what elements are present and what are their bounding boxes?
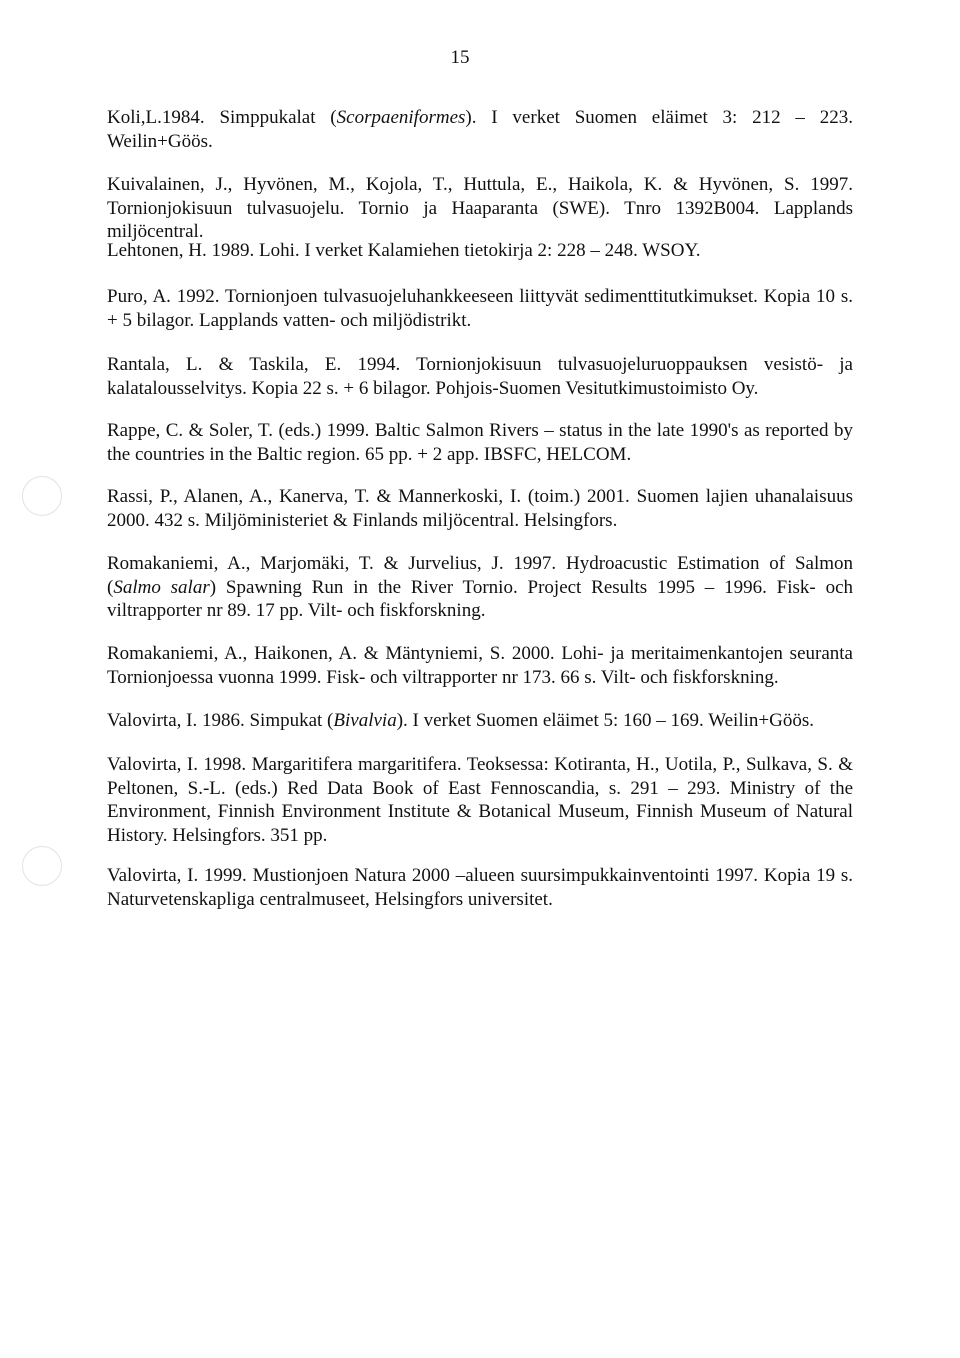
reference-text: Lehtonen, H. 1989. Lohi. I verket Kalamiehen tietokirja 2: 228 – 248. WSOY. (107, 240, 701, 261)
reference-entry-puro (107, 285, 853, 332)
reference-text: Romakaniemi, A., Haikonen, A. & Mäntyniemi, S. 2000. Lohi- ja meritaimenkantojen seuranta Tornionjoessa vuonna 1999. Fisk- och viltrapporter nr 173. 66 s. Vilt- och fiskforskning. (107, 643, 853, 688)
reference-entry-valovirta-1999 (107, 864, 853, 911)
reference-text: Puro, A. 1992. Tornionjoen tulvasuojeluhankkeeseen liittyvät sedimenttitutkimukset. Kopia 10 s. + 5 bilagor. Lapplands vatten- och miljödistrikt. (107, 286, 853, 331)
reference-text: Valovirta, I. 1998. Margaritifera margaritifera. Teoksessa: Kotiranta, H., Uotila, P., Sulkava, S. & Peltonen, S.-L. (eds.) Red Data Book of East Fennoscandia, s. 291 – 293. Ministry of the Environment, Finnish Environment Institute & Botanical Museum, Finnish Museum of Natural History. Helsingfors. 351 pp. (107, 754, 853, 846)
reference-text: Rassi, P., Alanen, A., Kanerva, T. & Mannerkoski, I. (toim.) 2001. Suomen lajien uhanalaisuus 2000. 432 s. Miljöministeriet & Finlands miljöcentral. Helsingfors. (107, 486, 853, 531)
reference-italic-taxon: Scorpaeniformes (336, 107, 466, 128)
reference-text: Rantala, L. & Taskila, E. 1994. Tornionjokisuun tulvasuojeluruoppauksen vesistö- ja kalatalousselvitys. Kopia 22 s. + 6 bilagor. Pohjois-Suomen Vesitutkimustoimisto Oy. (107, 354, 853, 399)
reference-entry-lehtonen (107, 239, 853, 263)
punch-hole-mark (22, 476, 62, 516)
reference-entry-rappe (107, 419, 853, 466)
punch-hole-mark (22, 846, 62, 886)
reference-text: ) Spawning Run in the River Tornio. Project Results 1995 – 1996. Fisk- och viltrapporter nr 89. 17 pp. Vilt- och fiskforskning. (107, 576, 853, 621)
reference-entry-koli (107, 106, 853, 153)
reference-text: ). I verket Suomen eläimet 3: 212 – 223. Weilin+Göös. (107, 107, 853, 152)
page-number: 15 (450, 47, 470, 68)
reference-text: Romakaniemi, A., Marjomäki, T. & Jurvelius, J. 1997. Hydroacustic Estimation of Salmon ( (107, 553, 853, 598)
reference-entry-rassi (107, 485, 853, 532)
reference-entry-romakaniemi-1997 (107, 552, 853, 623)
reference-text: Kuivalainen, J., Hyvönen, M., Kojola, T., Huttula, E., Haikola, K. & Hyvönen, S. 1997. Tornionjokisuun tulvasuojelu. Tornio ja Haaparanta (SWE). Tnro 1392B004. Lapplands miljöcentral. (107, 174, 853, 242)
reference-entry-valovirta-1998 (107, 753, 853, 847)
reference-entry-rantala (107, 353, 853, 400)
reference-text: ). I verket Suomen eläimet 5: 160 – 169. Weilin+Göös. (396, 710, 814, 731)
reference-entry-kuivalainen (107, 173, 853, 244)
reference-text: Valovirta, I. 1999. Mustionjoen Natura 2000 –alueen suursimpukkainventointi 1997. Kopia 19 s. Naturvetenskapliga centralmuseet, Helsingfors universitet. (107, 865, 853, 910)
reference-italic-taxon: Bivalvia (333, 710, 397, 731)
reference-text: Koli,L.1984. Simppukalat ( (107, 107, 337, 128)
reference-entry-valovirta-1986 (107, 709, 853, 733)
reference-italic-taxon: Salmo salar (113, 576, 210, 598)
reference-text: Rappe, C. & Soler, T. (eds.) 1999. Baltic Salmon Rivers – status in the late 1990's as reported by the countries in the Baltic region. 65 pp. + 2 app. IBSFC, HELCOM. (107, 420, 853, 465)
reference-entry-romakaniemi-2000 (107, 642, 853, 689)
reference-text: Valovirta, I. 1986. Simpukat ( (107, 710, 334, 731)
